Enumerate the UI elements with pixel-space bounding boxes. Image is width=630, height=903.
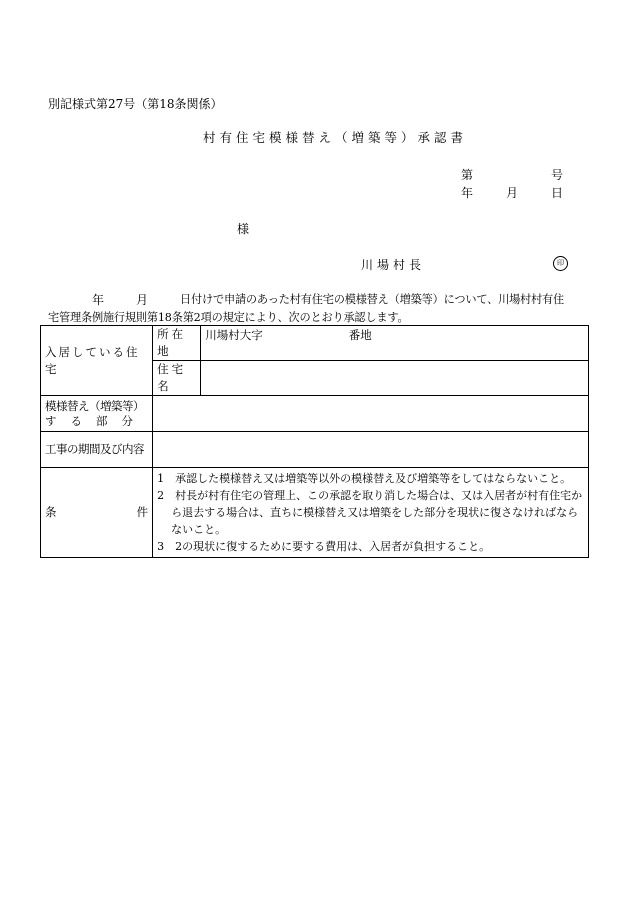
application-year-label: 年 (92, 293, 105, 307)
conditions-list (153, 468, 589, 558)
modification-label (41, 396, 153, 432)
location-prefix: 川場村大字 (205, 328, 263, 342)
table-row (41, 432, 589, 468)
construction-period-label: 工事の期間及び内容 (41, 432, 153, 468)
table-row (41, 468, 589, 558)
table-row (41, 326, 589, 361)
condition-item: 2 村長が村有住宅の管理上、この承認を取り消した場合は、又は入居者が村有住宅から退去する場合は、直ちに模様替え又は増築をした部分を現状に復さなければならないこと。 (157, 489, 583, 536)
form-number: 別記様式第27号（第18条関係） (48, 97, 223, 111)
modification-value (153, 396, 589, 432)
issuer-name: 川場村長 (361, 258, 426, 272)
construction-period-value (153, 432, 589, 468)
body-text-line1: 日付けで申請のあった村有住宅の模様替え（増築等）について、川場村村有住 (180, 293, 565, 306)
residence-label: 入居している住宅 (41, 326, 153, 396)
house-name-label: 住宅名 (153, 361, 201, 396)
location-label: 所在地 (153, 326, 201, 361)
addressee-honorific: 様 (237, 222, 250, 236)
house-name-value (201, 361, 589, 396)
conditions-label-right: 件 (136, 505, 149, 519)
issue-date-month-label: 月 (506, 186, 519, 200)
approval-table (40, 325, 589, 558)
condition-item: 1 承認した模様替え又は増築等以外の模様替え及び増築等をしてはならないこと。 (157, 472, 572, 485)
conditions-label (41, 468, 153, 558)
modification-label-line2: する部分 (45, 413, 147, 428)
modification-label-line1: 模様替え（増築等） (45, 398, 144, 413)
document-number-prefix: 第 (461, 168, 474, 182)
issue-date-day-label: 日 (551, 186, 564, 200)
location-value (201, 326, 589, 361)
document-number-suffix: 号 (551, 168, 564, 182)
document-title: 村有住宅模様替え（増築等）承認書 (203, 130, 468, 145)
table-row (41, 396, 589, 432)
body-text-line2: 宅管理条例施行規則第18条第2項の規定により、次のとおり承認します。 (48, 311, 409, 324)
condition-item: 3 2の現状に復するために要する費用は、入居者が負担すること。 (157, 540, 491, 553)
seal-icon: 印 (553, 256, 568, 271)
issue-date-year-label: 年 (461, 186, 474, 200)
location-suffix: 番地 (348, 328, 372, 342)
application-month-label: 月 (136, 293, 149, 307)
conditions-label-left: 条 (45, 505, 57, 519)
